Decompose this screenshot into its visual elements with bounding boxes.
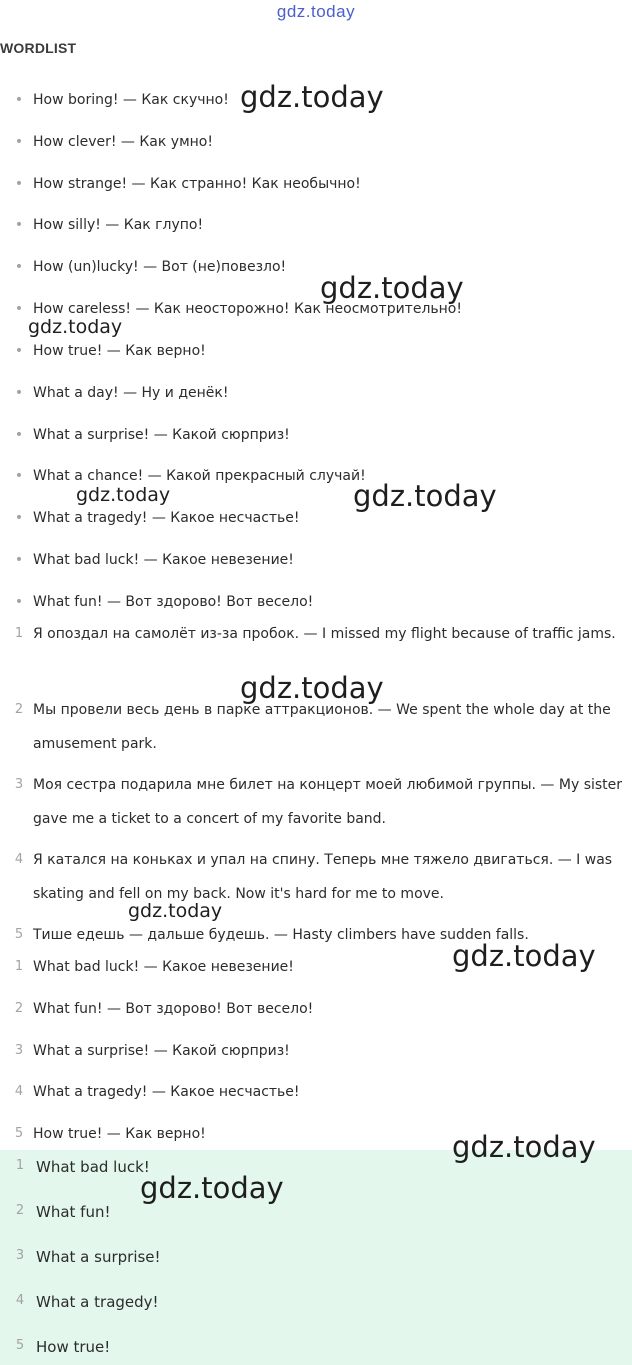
bullet-icon: • xyxy=(14,92,24,108)
bullet-icon: • xyxy=(14,259,24,275)
bullet-icon: • xyxy=(14,385,24,401)
list-item-text: How clever! — Как умно! xyxy=(33,134,213,150)
answer-text: What a surprise! xyxy=(36,1248,161,1266)
answer-text: What bad luck! xyxy=(36,1158,150,1176)
match-text: How true! — Как верно! xyxy=(33,1126,206,1142)
bullet-icon: • xyxy=(14,217,24,233)
item-number: 1 xyxy=(14,959,24,974)
bullet-icon: • xyxy=(14,134,24,150)
list-item-text: What a surprise! — Какой сюрприз! xyxy=(33,427,290,443)
list-item-text: What fun! — Вот здорово! Вот весело! xyxy=(33,594,314,610)
watermark: gdz.today xyxy=(28,316,123,338)
list-item-text: How careless! — Как неосторожно! Как неосмотрительно! xyxy=(33,301,462,317)
item-number: 3 xyxy=(14,777,24,792)
list-item-text: What a tragedy! — Какое несчастье! xyxy=(33,510,300,526)
bullet-icon: • xyxy=(14,343,24,359)
list-item-text: How boring! — Как скучно! xyxy=(33,92,229,108)
item-number: 4 xyxy=(14,1084,24,1099)
item-number: 3 xyxy=(15,1248,25,1263)
bullet-icon: • xyxy=(14,301,24,317)
answer-text: What a tragedy! xyxy=(36,1293,159,1311)
item-number: 5 xyxy=(14,927,24,942)
bullet-icon: • xyxy=(14,468,24,484)
item-number: 5 xyxy=(14,1126,24,1141)
translation-text: Мы провели весь день в парке аттракционов. — We spent the whole day at the amusement park. xyxy=(33,702,611,752)
list-item-text: How true! — Как верно! xyxy=(33,343,206,359)
item-number: 4 xyxy=(14,852,24,867)
match-text: What bad luck! — Какое невезение! xyxy=(33,959,294,975)
bullet-icon: • xyxy=(14,176,24,192)
watermark: gdz.today xyxy=(140,1171,284,1205)
bullet-icon: • xyxy=(14,552,24,568)
list-item-text: How strange! — Как странно! Как необычно! xyxy=(33,176,361,192)
list-item-text: How silly! — Как глупо! xyxy=(33,217,204,233)
top-watermark: gdz.today xyxy=(276,2,356,21)
list-item-text: What bad luck! — Какое невезение! xyxy=(33,552,294,568)
translation-text: Я опоздал на самолёт из-за пробок. — I missed my flight because of traffic jams. xyxy=(33,626,616,642)
watermark: gdz.today xyxy=(320,271,464,305)
item-number: 5 xyxy=(15,1338,25,1353)
item-number: 3 xyxy=(14,1043,24,1058)
watermark: gdz.today xyxy=(240,80,384,114)
watermark: gdz.today xyxy=(452,939,596,973)
match-text: What a surprise! — Какой сюрприз! xyxy=(33,1043,290,1059)
watermark: gdz.today xyxy=(353,479,497,513)
answer-text: What fun! xyxy=(36,1203,111,1221)
translation-text: Я катался на коньках и упал на спину. Теперь мне тяжело двигаться. — I was skating and fell on my back. Now it's hard for me to move. xyxy=(33,852,613,902)
bullet-icon: • xyxy=(14,510,24,526)
item-number: 1 xyxy=(15,1158,25,1173)
answer-text: How true! xyxy=(36,1338,111,1356)
item-number: 1 xyxy=(14,626,24,641)
list-item-text: What a day! — Ну и денёк! xyxy=(33,385,229,401)
item-number: 4 xyxy=(15,1293,25,1308)
list-item-text: How (un)lucky! — Вот (не)повезло! xyxy=(33,259,287,275)
item-number: 2 xyxy=(14,702,24,717)
watermark: gdz.today xyxy=(128,900,223,922)
translation-text: Моя сестра подарила мне билет на концерт моей любимой группы. — My sister gave me a ticket to a concert of my favorite band. xyxy=(33,777,623,827)
watermark: gdz.today xyxy=(76,484,171,506)
item-number: 2 xyxy=(15,1203,25,1218)
watermark: gdz.today xyxy=(452,1130,596,1164)
watermark: gdz.today xyxy=(240,671,384,705)
bullet-icon: • xyxy=(14,427,24,443)
translation-text: Тише едешь — дальше будешь. — Hasty climbers have sudden falls. xyxy=(33,927,529,943)
match-text: What fun! — Вот здорово! Вот весело! xyxy=(33,1001,314,1017)
bullet-icon: • xyxy=(14,594,24,610)
item-number: 2 xyxy=(14,1001,24,1016)
wordlist-heading: WORDLIST xyxy=(0,40,77,56)
list-item-text: What a chance! — Какой прекрасный случай! xyxy=(33,468,366,484)
match-text: What a tragedy! — Какое несчастье! xyxy=(33,1084,300,1100)
